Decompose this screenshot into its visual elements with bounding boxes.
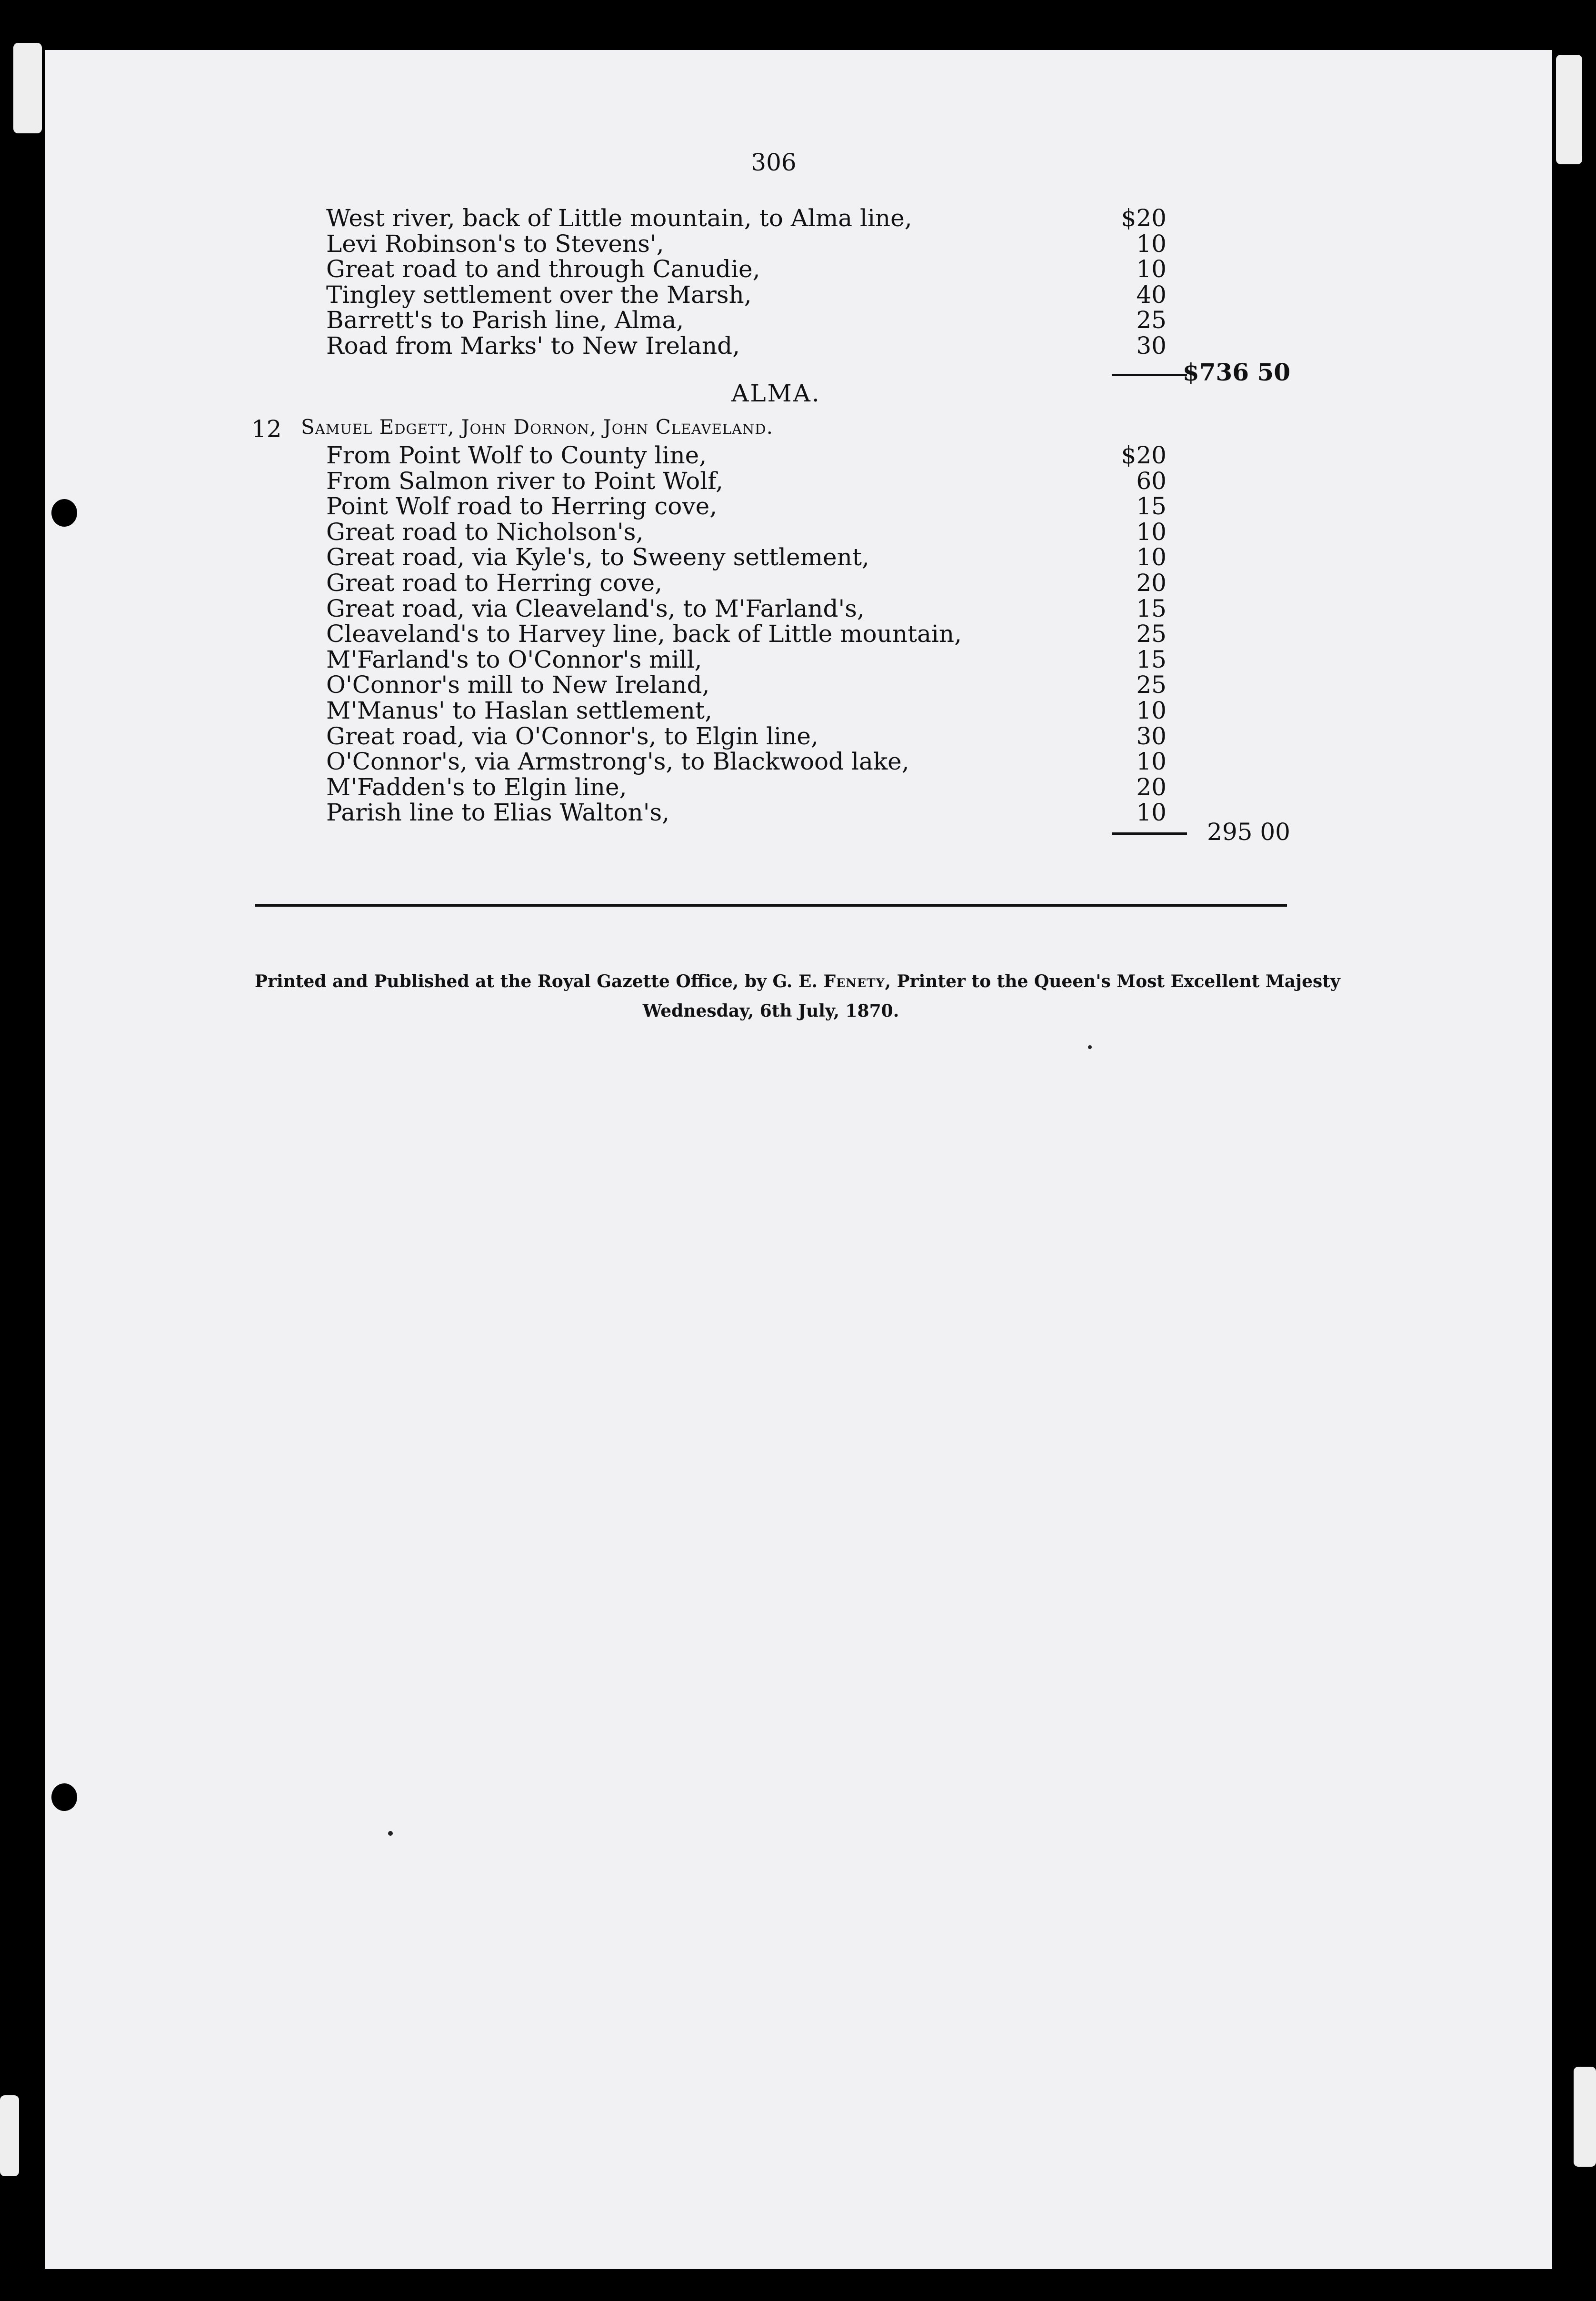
entry-amount: 15 bbox=[1136, 645, 1167, 673]
entry-amount: 10 bbox=[1136, 518, 1167, 546]
entry-amount: 60 bbox=[1136, 467, 1167, 495]
entry-amount: 10 bbox=[1136, 230, 1167, 258]
imprint-before-name: Printed and Published at the Royal Gazette Office, by G. E. bbox=[255, 971, 818, 991]
entry-description: M'Manus' to Haslan settlement, bbox=[326, 697, 712, 724]
entry-amount: 15 bbox=[1136, 594, 1167, 622]
imprint-after-name: , Printer to the Queen's Most Excellent Majesty bbox=[885, 971, 1340, 991]
entry-amount: 30 bbox=[1136, 722, 1167, 750]
entry-description: Great road, via O'Connor's, to Elgin line, bbox=[326, 722, 818, 750]
entry-description: M'Farland's to O'Connor's mill, bbox=[326, 645, 702, 673]
entry-description: From Point Wolf to County line, bbox=[326, 441, 707, 469]
entry-amount: $20 bbox=[1121, 441, 1167, 469]
entry-amount: 10 bbox=[1136, 697, 1167, 724]
carried-total: $736 50 bbox=[1182, 358, 1290, 386]
entry-description: Great road, via Kyle's, to Sweeny settlement, bbox=[326, 543, 869, 571]
paper-tab-top-left bbox=[13, 43, 42, 133]
section-title: ALMA. bbox=[731, 380, 821, 407]
entry-amount: 10 bbox=[1136, 543, 1167, 571]
speck bbox=[388, 1831, 393, 1836]
imprint-line bbox=[255, 971, 1340, 991]
footer-rule bbox=[255, 904, 1287, 907]
entry-description: Tingley settlement over the Marsh, bbox=[326, 280, 752, 309]
entry-description: O'Connor's mill to New Ireland, bbox=[326, 671, 710, 699]
entry-amount: 10 bbox=[1136, 748, 1167, 776]
entry-amount: $20 bbox=[1121, 204, 1167, 232]
entry-description: Great road to and through Canudie, bbox=[326, 255, 760, 283]
entry-description: From Salmon river to Point Wolf, bbox=[326, 467, 723, 495]
paper-tab-bottom-right bbox=[1574, 2067, 1596, 2167]
entry-description: Levi Robinson's to Stevens', bbox=[326, 230, 664, 258]
entry-amount: 25 bbox=[1136, 671, 1167, 699]
entry-amount: 10 bbox=[1136, 255, 1167, 283]
entry-amount: 25 bbox=[1136, 620, 1167, 648]
printer-name: Fenety bbox=[823, 971, 885, 991]
entry-amount: 15 bbox=[1136, 492, 1167, 520]
imprint-date: Wednesday, 6th July, 1870. bbox=[642, 1001, 899, 1021]
punch-hole bbox=[51, 1783, 77, 1811]
entry-number: 12 bbox=[251, 415, 282, 443]
page-number: 306 bbox=[751, 149, 797, 176]
entry-amount: 20 bbox=[1136, 773, 1167, 801]
paper-tab-top-right bbox=[1556, 55, 1582, 164]
entry-description: M'Fadden's to Elgin line, bbox=[326, 773, 627, 801]
entry-amount: 25 bbox=[1136, 306, 1167, 334]
entry-description: Road from Marks' to New Ireland, bbox=[326, 332, 740, 360]
speck bbox=[1088, 1045, 1092, 1049]
entry-description: Great road to Nicholson's, bbox=[326, 518, 644, 546]
entry-description: West river, back of Little mountain, to Alma line, bbox=[326, 204, 912, 232]
entry-description: Point Wolf road to Herring cove, bbox=[326, 492, 718, 520]
entry-description: Parish line to Elias Walton's, bbox=[326, 799, 669, 827]
entry-description: Cleaveland's to Harvey line, back of Little mountain, bbox=[326, 620, 962, 648]
entry-description: Barrett's to Parish line, Alma, bbox=[326, 306, 684, 334]
commissioners-names: Samuel Edgett, John Dornon, John Cleaveland. bbox=[301, 415, 773, 439]
entry-amount: 30 bbox=[1136, 332, 1167, 360]
entry-amount: 10 bbox=[1136, 799, 1167, 827]
entry-description: Great road, via Cleaveland's, to M'Farland's, bbox=[326, 594, 865, 622]
entry-amount: 20 bbox=[1136, 569, 1167, 597]
entry-amount: 40 bbox=[1136, 280, 1167, 309]
punch-hole bbox=[51, 499, 77, 527]
paper-tab-bottom-left bbox=[0, 2095, 19, 2176]
entry-description: O'Connor's, via Armstrong's, to Blackwood lake, bbox=[326, 748, 909, 776]
entry-description: Great road to Herring cove, bbox=[326, 569, 662, 597]
alma-total: 295 00 bbox=[1207, 818, 1290, 846]
